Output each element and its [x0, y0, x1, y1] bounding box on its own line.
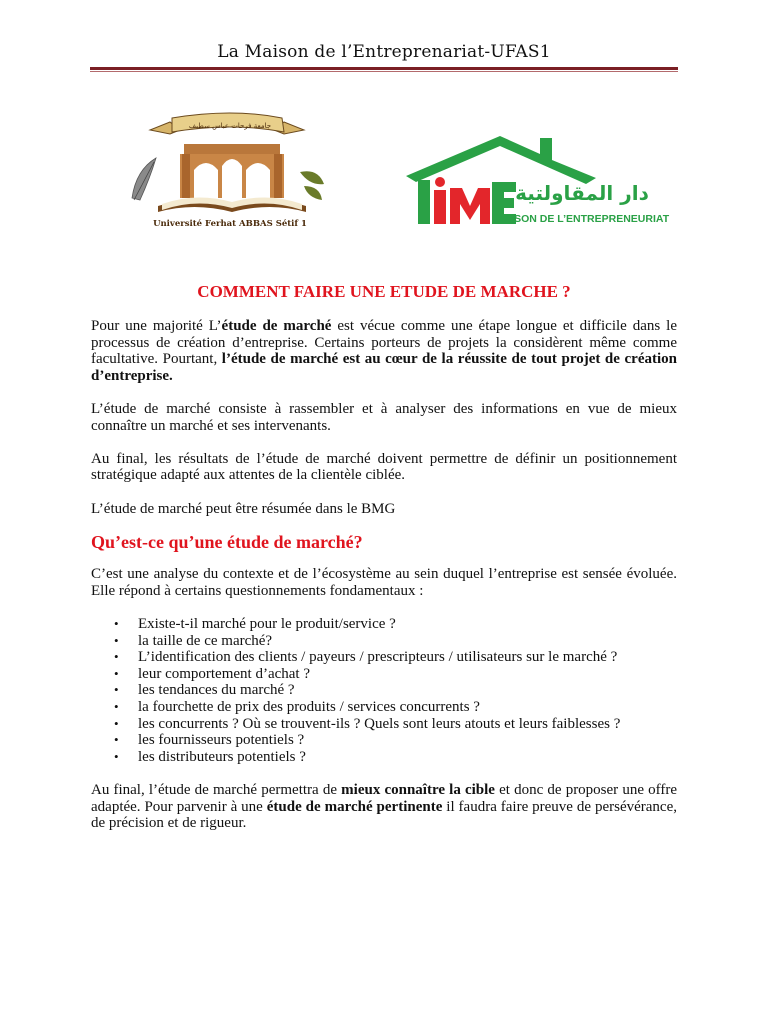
header-divider-thin — [90, 71, 678, 72]
list-item: • les fournisseurs potentiels ? — [138, 732, 677, 749]
list-item: • L’identification des clients / payeurs / prescripteurs / utilisateurs sur le marché ? — [138, 649, 677, 666]
bold-run: étude de marché — [221, 318, 332, 334]
list-item: • les distributeurs potentiels ? — [138, 749, 677, 766]
questions-list — [91, 616, 677, 765]
document-title: COMMENT FAIRE UNE ETUDE DE MARCHE ? — [197, 282, 571, 301]
bold-run: étude de marché pertinente — [266, 798, 443, 815]
list-item: • la taille de ce marché? — [138, 633, 677, 650]
list-item: • Existe-t-il marché pour le produit/service ? — [138, 616, 677, 633]
bold-run: mieux connaître la cible — [341, 782, 495, 799]
bold-run: l’étude de marché est au cœur de la réussite de tout projet de création d’entreprise. — [91, 351, 677, 384]
list-item: • les concurrents ? Où se trouvent-ils ? Quels sont leurs atouts et leurs faiblesses ? — [138, 716, 677, 733]
maison-caption: MAISON DE L’ENTREPRENEURIAT — [494, 213, 670, 225]
conclusion-paragraph — [91, 782, 677, 832]
text-run: est vécue comme une étape longue et difficile dans le processus de création d’entreprise. Certains porteurs de projets la considèrent même comme facultative. Pourtant, — [91, 318, 677, 368]
text-run: Au final, l’étude de marché permettra de — [91, 782, 342, 799]
house-me-logo-icon — [404, 132, 670, 232]
section-heading: Qu’est-ce qu’une étude de marché? — [91, 531, 363, 552]
intro-paragraph-2: L’étude de marché consiste à rassembler et à analyser des informations en vue de mieux connaître un marché et ses intervenants. — [91, 400, 677, 434]
section-paragraph-1: C’est une analyse du contexte et de l’écosystème au sein duquel l’entreprise est sensée évoluée. Elle répond à certains questionnements fondamentaux : — [91, 566, 677, 599]
list-item: • leur comportement d’achat ? — [138, 666, 677, 683]
intro-paragraph-3: Au final, les résultats de l’étude de marché doivent permettre de définir un positionnement stratégique adapté aux attentes de la clientèle ciblée. — [91, 450, 677, 484]
intro-paragraph-1 — [91, 318, 677, 384]
svg-text:جامعة فرحات عباس سطيف: جامعة فرحات عباس سطيف — [188, 122, 272, 130]
list-item: • la fourchette de prix des produits / services concurrents ? — [138, 699, 677, 716]
text-run: Pour une majorité L’ — [91, 318, 222, 334]
intro-paragraph-4: L’étude de marché peut être résumée dans le BMG — [91, 500, 396, 517]
text-run: il faudra faire preuve de persévérance, de précision et de rigueur. — [91, 798, 677, 832]
maison-arabic-wordmark: دار المقاولتية — [515, 181, 649, 205]
university-emblem-icon — [122, 112, 344, 230]
header-title: La Maison de l’Entreprenariat-UFAS1 — [217, 42, 551, 62]
university-caption: Université Ferhat ABBAS Sétif 1 — [153, 219, 307, 229]
list-item: • les tendances du marché ? — [138, 682, 677, 699]
document-body — [91, 318, 677, 848]
text-run: et donc de proposer une offre adaptée. Pour parvenir à une — [91, 782, 677, 815]
header-divider — [90, 67, 678, 70]
